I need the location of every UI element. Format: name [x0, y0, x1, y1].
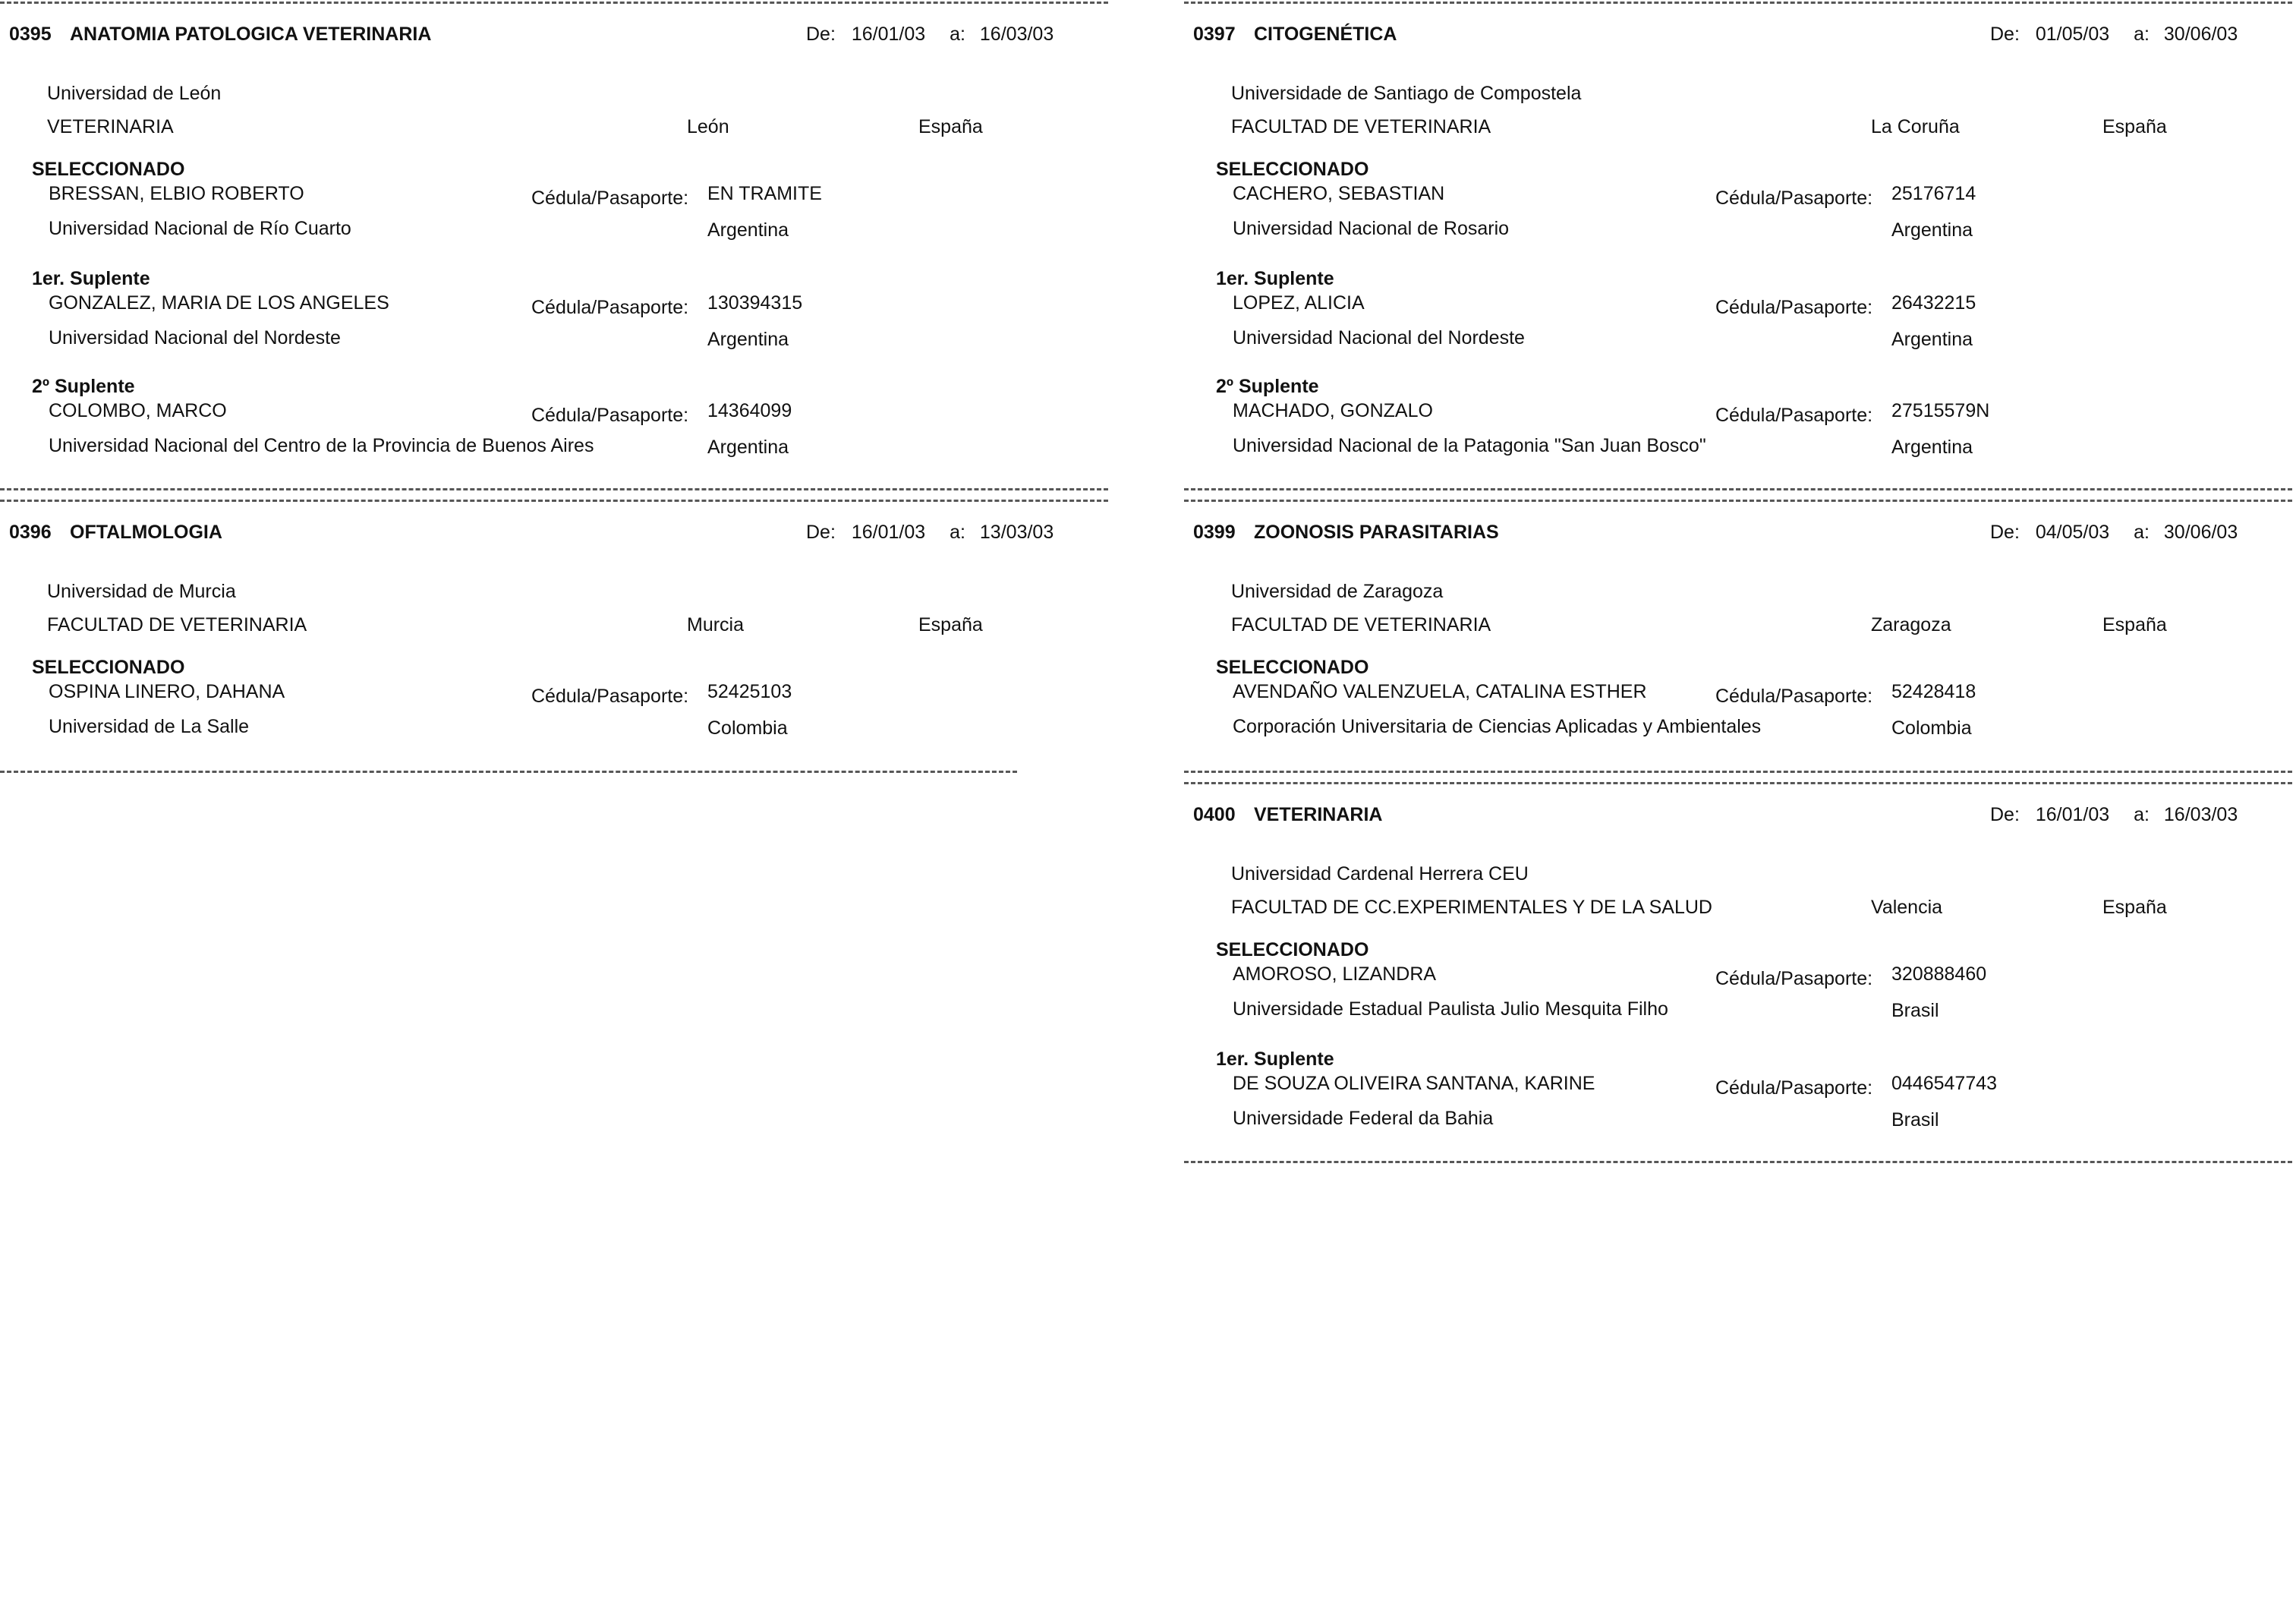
candidate-role: SELECCIONADO — [32, 657, 185, 678]
candidate-name: OSPINA LINERO, DAHANA — [49, 681, 285, 702]
course-header — [1184, 4, 2292, 61]
document-number: 27515579N — [1891, 400, 1990, 421]
host-country: España — [2102, 897, 2167, 918]
candidate-slot — [1184, 927, 2292, 1041]
divider — [1184, 1161, 2292, 1163]
course-title: CITOGENÉTICA — [1254, 24, 1397, 45]
document-number: 52428418 — [1891, 681, 1976, 702]
candidate-name: BRESSAN, ELBIO ROBERTO — [49, 183, 304, 204]
course-header — [0, 4, 1108, 61]
divider — [1184, 771, 2292, 773]
host-country: España — [2102, 614, 2167, 635]
host-university: Universidade de Santiago de Compostela — [1231, 83, 1582, 104]
course-code: 0399 — [1193, 522, 1236, 543]
candidate-country: Colombia — [1891, 717, 1972, 739]
document-label: Cédula/Pasaporte: — [531, 188, 689, 209]
course-code: 0395 — [9, 24, 52, 45]
candidate-slot — [0, 147, 1108, 260]
candidate-university: Universidad Nacional del Nordeste — [1233, 327, 1525, 348]
date-to: 13/03/03 — [979, 522, 1054, 543]
course-code: 0396 — [9, 522, 52, 543]
candidate-country: Argentina — [707, 437, 789, 458]
candidate-slot — [1184, 645, 2292, 758]
date-from-label: De: — [806, 522, 836, 543]
document-label: Cédula/Pasaporte: — [1715, 405, 1873, 426]
document-label: Cédula/Pasaporte: — [1715, 968, 1873, 989]
course-title: ANATOMIA PATOLOGICA VETERINARIA — [70, 24, 432, 45]
candidate-role: 1er. Suplente — [1216, 268, 1334, 289]
document-label: Cédula/Pasaporte: — [531, 686, 689, 707]
course-dates — [1990, 522, 2238, 544]
host-faculty: FACULTAD DE VETERINARIA — [1231, 116, 1491, 137]
date-to-label: a: — [950, 24, 965, 45]
candidate-slot — [1184, 147, 2292, 260]
candidate-role: 1er. Suplente — [1216, 1049, 1334, 1070]
document-label: Cédula/Pasaporte: — [531, 405, 689, 426]
course-header — [0, 502, 1108, 560]
candidate-university: Corporación Universitaria de Ciencias Aplicadas y Ambientales — [1233, 716, 1762, 737]
host-institution — [1184, 560, 2292, 645]
host-faculty: FACULTAD DE CC.EXPERIMENTALES Y DE LA SALUD — [1231, 897, 1712, 918]
date-from-label: De: — [806, 24, 836, 45]
document-number: 320888460 — [1891, 963, 1987, 985]
candidate-role: 2º Suplente — [32, 376, 135, 397]
host-country: España — [2102, 116, 2167, 137]
course-title: OFTALMOLOGIA — [70, 522, 222, 543]
candidate-university: Universidad Nacional de la Patagonia "San Juan Bosco" — [1233, 435, 1706, 456]
candidate-university: Universidad Nacional del Nordeste — [49, 327, 341, 348]
candidate-role: SELECCIONADO — [1216, 657, 1369, 678]
candidate-name: LOPEZ, ALICIA — [1233, 292, 1365, 314]
candidate-slot — [0, 260, 1108, 368]
date-from-label: De: — [1990, 24, 2020, 45]
candidate-country: Brasil — [1891, 1000, 1939, 1021]
candidate-role: 1er. Suplente — [32, 268, 150, 289]
host-city: Zaragoza — [1871, 614, 1951, 635]
date-to: 30/06/03 — [2163, 522, 2238, 543]
host-university: Universidad de León — [47, 83, 222, 104]
candidate-country: Argentina — [1891, 219, 1973, 241]
candidate-university: Universidad Nacional de Río Cuarto — [49, 218, 351, 239]
course-dates — [1990, 804, 2238, 826]
host-faculty: VETERINARIA — [47, 116, 174, 137]
date-to: 16/03/03 — [2163, 804, 2238, 825]
date-from: 16/01/03 — [851, 522, 926, 543]
document-number: 52425103 — [707, 681, 792, 702]
candidate-name: CACHERO, SEBASTIAN — [1233, 183, 1445, 204]
host-institution — [1184, 61, 2292, 147]
candidate-slot — [0, 368, 1108, 476]
host-city: La Coruña — [1871, 116, 1960, 137]
candidate-name: GONZALEZ, MARIA DE LOS ANGELES — [49, 292, 389, 314]
course-title: ZOONOSIS PARASITARIAS — [1254, 522, 1499, 543]
host-country: España — [918, 116, 983, 137]
course-block-0395 — [0, 4, 1108, 490]
left-column — [0, 0, 1108, 773]
course-header — [1184, 784, 2292, 842]
candidate-slot — [1184, 260, 2292, 368]
document-number: 14364099 — [707, 400, 792, 421]
candidate-slot — [0, 645, 1108, 758]
host-city: León — [687, 116, 729, 137]
host-university: Universidad Cardenal Herrera CEU — [1231, 863, 1529, 885]
host-institution — [0, 560, 1108, 645]
candidate-country: Brasil — [1891, 1109, 1939, 1130]
candidate-slot — [1184, 368, 2292, 476]
course-code: 0400 — [1193, 804, 1236, 825]
candidate-country: Argentina — [1891, 329, 1973, 350]
course-dates — [806, 24, 1054, 46]
candidate-name: AMOROSO, LIZANDRA — [1233, 963, 1437, 985]
date-to-label: a: — [2134, 24, 2150, 45]
document-label: Cédula/Pasaporte: — [1715, 297, 1873, 318]
host-faculty: FACULTAD DE VETERINARIA — [47, 614, 307, 635]
divider — [0, 771, 1017, 773]
host-faculty: FACULTAD DE VETERINARIA — [1231, 614, 1491, 635]
host-university: Universidad de Murcia — [47, 581, 236, 602]
document-label: Cédula/Pasaporte: — [1715, 1077, 1873, 1099]
divider — [0, 488, 1108, 490]
course-title: VETERINARIA — [1254, 804, 1383, 825]
host-university: Universidad de Zaragoza — [1231, 581, 1444, 602]
candidate-name: MACHADO, GONZALO — [1233, 400, 1433, 421]
right-column — [1184, 0, 2292, 1163]
candidate-country: Argentina — [707, 329, 789, 350]
document-number: 25176714 — [1891, 183, 1976, 204]
candidate-role: SELECCIONADO — [32, 159, 185, 180]
course-block-0397 — [1184, 4, 2292, 490]
candidate-name: COLOMBO, MARCO — [49, 400, 227, 421]
document-number: EN TRAMITE — [707, 183, 822, 204]
candidate-university: Universidad Nacional de Rosario — [1233, 218, 1510, 239]
candidate-name: DE SOUZA OLIVEIRA SANTANA, KARINE — [1233, 1073, 1595, 1094]
document-label: Cédula/Pasaporte: — [1715, 686, 1873, 707]
date-from-label: De: — [1990, 522, 2020, 543]
document-number: 0446547743 — [1891, 1073, 1998, 1094]
document-number: 130394315 — [707, 292, 803, 314]
date-from: 01/05/03 — [2035, 24, 2110, 45]
candidate-university: Universidad de La Salle — [49, 716, 250, 737]
course-block-0400 — [1184, 782, 2292, 1163]
host-institution — [1184, 842, 2292, 927]
host-city: Murcia — [687, 614, 745, 635]
candidate-university: Universidade Estadual Paulista Julio Mesquita Filho — [1233, 998, 1668, 1020]
course-dates — [806, 522, 1054, 544]
candidate-country: Colombia — [707, 717, 788, 739]
document-label: Cédula/Pasaporte: — [531, 297, 689, 318]
candidate-name: AVENDAÑO VALENZUELA, CATALINA ESTHER — [1233, 681, 1647, 702]
course-block-0399 — [1184, 500, 2292, 773]
date-to: 16/03/03 — [979, 24, 1054, 45]
candidate-university: Universidade Federal da Bahia — [1233, 1108, 1494, 1129]
date-from: 16/01/03 — [851, 24, 926, 45]
candidate-role: SELECCIONADO — [1216, 939, 1369, 960]
date-to-label: a: — [950, 522, 965, 543]
date-from: 04/05/03 — [2035, 522, 2110, 543]
course-dates — [1990, 24, 2238, 46]
document-label: Cédula/Pasaporte: — [1715, 188, 1873, 209]
candidate-slot — [1184, 1041, 2292, 1149]
course-block-0396 — [0, 500, 1108, 773]
host-city: Valencia — [1871, 897, 1943, 918]
date-to-label: a: — [2134, 522, 2150, 543]
course-header — [1184, 502, 2292, 560]
candidate-role: 2º Suplente — [1216, 376, 1319, 397]
host-institution — [0, 61, 1108, 147]
divider — [1184, 488, 2292, 490]
candidate-role: SELECCIONADO — [1216, 159, 1369, 180]
date-to-label: a: — [2134, 804, 2150, 825]
date-from: 16/01/03 — [2035, 804, 2110, 825]
date-from-label: De: — [1990, 804, 2020, 825]
date-to: 30/06/03 — [2163, 24, 2238, 45]
course-code: 0397 — [1193, 24, 1236, 45]
document-number: 26432215 — [1891, 292, 1976, 314]
candidate-country: Argentina — [707, 219, 789, 241]
candidate-university: Universidad Nacional del Centro de la Provincia de Buenos Aires — [49, 435, 594, 456]
candidate-country: Argentina — [1891, 437, 1973, 458]
host-country: España — [918, 614, 983, 635]
